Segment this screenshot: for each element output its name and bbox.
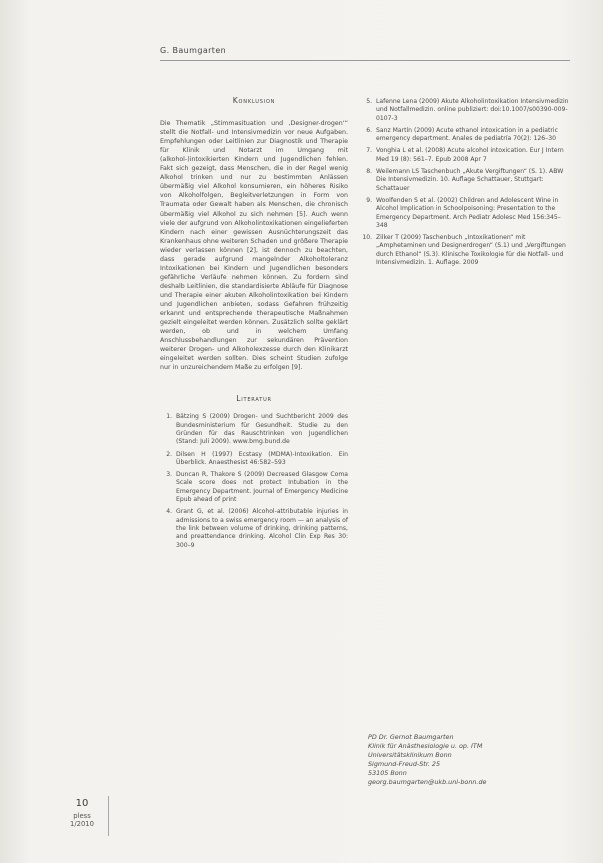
journal-name: pless (73, 812, 91, 820)
reference-item: 3. Duncan R, Thakore S (2009) Decreased Glasgow Coma Scale score does not protect Intubation in the Emergency Department. Journal of Emergency Medicine Epub ahead of print (174, 471, 348, 504)
address-name: PD Dr. Gernot Baumgarten (368, 733, 454, 741)
reference-item: 8. Weilemann LS Taschenbuch „Akute Vergiftungen“ (S. 1). ABW Die Intensivmedizin. 10. Auflage Schattauer, Stuttgart: Schattauer (374, 168, 572, 193)
address-email[interactable]: georg.baumgarten@ukb.uni-bonn.de (368, 778, 487, 787)
conclusion-heading: Konklusion (232, 96, 276, 105)
running-header-author: G. Baumgarten (160, 46, 227, 55)
reference-item: 9. Woolfenden S et al. (2002) Children and Adolescent Wine in Alcohol Implication in Schoolpoisoning: Presentation to the Emergency Department. Arch Pediatr Adolesc Med 156:345–348 (374, 197, 572, 230)
reference-list-right (360, 98, 572, 267)
reference-item: 10. Zilker T (2009) Taschenbuch „Intoxikationen“ mit „Amphetaminen und Designerdrogen“ (S.1) und „Vergiftungen durch Ethanol“ (S.3). Klinische Toxikologie für die Notfall- und Intensivmedizin. 1. Auflage. 2009 (374, 234, 572, 267)
address-institution: Universitätsklinikum Bonn (368, 751, 452, 760)
header-divider (160, 60, 570, 61)
reference-item: 7. Vonghia L et al. (2008) Acute alcohol intoxication. Eur J Intern Med 19 (8): 561–7. Epub 2008 Apr 7 (374, 147, 572, 164)
reference-item: 4. Grant G, et al. (2006) Alcohol-attributable injuries in admissions to a swiss emergency room — an analysis of the link between volume of drinking, drinking patterns, and preattendance drinking. Alcohol Clin Exp Res 30: 300–9 (174, 508, 348, 549)
right-column (360, 98, 572, 271)
author-address (368, 733, 568, 788)
address-street: Sigmund-Freud-Str. 25 (368, 760, 441, 769)
journal-info (62, 812, 102, 828)
footer-divider (108, 796, 109, 836)
conclusion-paragraph: Die Thematik „Stimmasituation und ‚Designer-drogen‘“ stellt die Notfall- und Intensivmedizin vor neue Aufgaben. Empfehlungen oder Leitlinien zur Diagnostik und Therapie für Klinik und Notarzt im Umgang mit (alkohol-)intoxikierten Kindern und Jugendlichen fehlen. Fakt sich gezeigt, dass Menschen, die in der Regel wenig Alkohol trinken und nur zu bestimmten Anlässen übermäßig viel Alkohol konsumieren, ein höheres Risiko von Alkoholfolgen, Begleitverletzungen in Form von Traumata oder Gewalt haben als Menschen, die chronisch übermäßig viel Alkohol zu sich nehmen [5]. Auch wenn viele der aufgrund von Alkoholintoxikationen eingelieferten Kindern nach einer gewissen Ausnüchterungszeit das Krankenhaus ohne weiteren Schaden und größere Therapie wieder verlassen können [2], ist dennoch zu beachten, dass gerade aufgrund mangelnder Alkoholtoleranz Intoxikationen bei Kindern und Jugendlichen besonders gefährliche Verläufe nehmen können. Zu fordern sind deshalb Leitlinien, die standardisierte Abläufe für Diagnose und Therapie einer akuten Alkoholintoxikation bei Kindern und Jugendlichen anbieten, sodass Gefahren frühzeitig erkannt und entsprechende therapeutische Maßnahmen gezielt eingeleitet werden können. Zusätzlich sollte geklärt werden, ob und in welchem Umfang Anschlussbehandlungen zur sekundären Prävention weiterer Drogen- und Alkoholexzesse durch den Klinikarzt eingeleitet werden sollten. Dies scheint Studien zufolge nur in unzureichendem Maße zu erfolgen [9]. (160, 120, 348, 372)
address-city: 53105 Bonn (368, 769, 407, 778)
address-department: Klinik für Anästhesiologie u. op. ITM (368, 742, 483, 751)
page-number: 10 (75, 798, 89, 809)
reference-item: 2. Dilsen H (1997) Ecstasy (MDMA)-Intoxikation. Ein Überblick. Anaesthesist 46:582–593 (174, 451, 348, 468)
left-column (160, 96, 348, 554)
literature-heading: Literatur (236, 394, 272, 404)
reference-item: 5. Lafenne Lena (2009) Akute Alkoholintoxikation Intensivmedizin und Notfallmedizin. online publiziert: doi:10.1007/s00390-009-0107-3 (374, 98, 572, 123)
journal-issue: 1/2010 (70, 820, 94, 828)
reference-item: 6. Sanz Martín (2009) Acute ethanol intoxication in a pediatric emergency department. Anales de pediatría 70(2): 126–30 (374, 127, 572, 144)
reference-list-left (160, 413, 348, 549)
reference-item: 1. Bätzing S (2009) Drogen- und Suchtbericht 2009 des Bundesministerium für Gesundheit. Studie zu den Gründen für das Rauschtrinken von Jugendlichen (Stand: Juli 2009). www.bmg.bund.de (174, 413, 348, 446)
